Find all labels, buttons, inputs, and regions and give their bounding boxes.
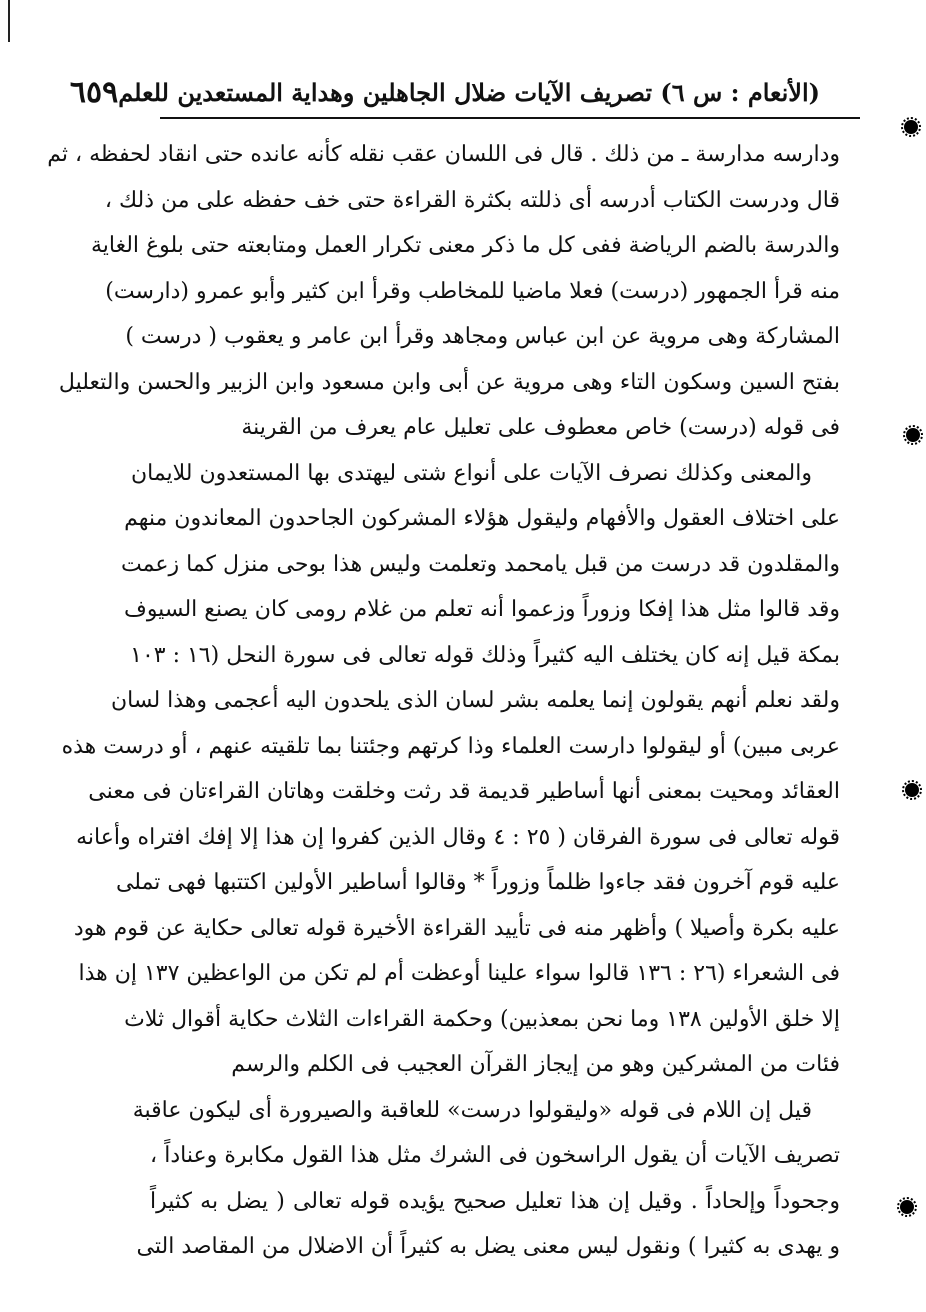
header-title: (الأنعام : س ٦) تصريف الآيات ضلال الجاهلين وهداية المستعدين للعلم bbox=[118, 77, 820, 107]
text-line: ودارسه مدارسة ـ من ذلك . قال فى اللسان عقب نقله كأنه عانده حتى انقاد لحفظه ، ثم bbox=[47, 142, 840, 167]
text-line: فى قوله (درست) خاص معطوف على تعليل عام يعرف من القرينة bbox=[241, 415, 840, 440]
text-line: عليه قوم آخرون فقد جاءوا ظلماً وزوراً * وقالوا أساطير الأولين اكتتبها فهى تملى bbox=[115, 870, 840, 895]
text-line: تصريف الآيات أن يقول الراسخون فى الشرك مثل هذا القول مكابرة وعناداً ، bbox=[150, 1143, 840, 1168]
text-line: وجحوداً وإلحاداً . وقيل إن هذا تعليل صحيح يؤيده قوله تعالى ( يضل به كثيراً bbox=[150, 1188, 840, 1214]
text-line: المشاركة وهى مروية عن ابن عباس ومجاهد وقرأ ابن عامر و يعقوب ( درست ) bbox=[125, 324, 840, 349]
text-line: قوله تعالى فى سورة الفرقان ( ٢٥ : ٤ وقال الذين كفروا إن هذا إلا إفك افتراه وأعانه bbox=[76, 824, 840, 850]
text-line: و يهدى به كثيرا ) ونقول ليس معنى يضل به كثيراً أن الاضلال من المقاصد التى bbox=[136, 1234, 840, 1259]
margin-dot-icon bbox=[905, 783, 919, 797]
text-line: فئات من المشركين وهو من إيجاز القرآن العجيب فى الكلم والرسم bbox=[231, 1052, 840, 1077]
running-header bbox=[69, 70, 820, 114]
body-text bbox=[47, 132, 840, 1270]
paragraph-start: والمعنى وكذلك نصرف الآيات على أنواع شتى ليهتدى بها المستعدون للايمان bbox=[130, 460, 812, 486]
text-line: منه قرأ الجمهور (درست) فعلا ماضيا للمخاطب وقرأ ابن كثير وأبو عمرو (دارست) bbox=[105, 278, 840, 304]
text-line: بمكة قيل إنه كان يختلف اليه كثيراً وذلك قوله تعالى فى سورة النحل (١٦ : ١٠٣ bbox=[130, 642, 840, 668]
text-line: إلا خلق الأولين ١٣٨ وما نحن بمعذبين) وحكمة القراءات الثلاث حكاية أقوال ثلاث bbox=[124, 1006, 840, 1032]
margin-dot-icon bbox=[900, 1200, 914, 1214]
text-line: والمقلدون قد درست من قبل يامحمد وتعلمت وليس هذا بوحى منزل كما زعمت bbox=[121, 551, 840, 577]
header-rule bbox=[160, 117, 860, 119]
text-line: والدرسة بالضم الرياضة ففى كل ما ذكر معنى تكرار العمل ومتابعته حتى بلوغ الغاية bbox=[90, 233, 840, 258]
text-line: وقد قالوا مثل هذا إفكا وزوراً وزعموا أنه تعلم من غلام رومى كان يصنع السيوف bbox=[124, 597, 840, 622]
page-edge-mark bbox=[8, 0, 10, 42]
text-line: عربى مبين) أو ليقولوا دارست العلماء وذا كرتهم وجئتنا بما تلقيته عنهم ، أو درست هذه bbox=[61, 733, 840, 759]
text-line: على اختلاف العقول والأفهام وليقول هؤلاء المشركون الجاحدون المعاندون منهم bbox=[124, 506, 840, 531]
margin-dot-icon bbox=[906, 428, 920, 442]
text-line: قال ودرست الكتاب أدرسه أى ذللته بكثرة القراءة حتى خف حفظه على من ذلك ، bbox=[104, 187, 840, 213]
text-line: ولقد نعلم أنهم يقولون إنما يعلمه بشر لسان الذى يلحدون اليه أعجمى وهذا لسان bbox=[110, 688, 840, 713]
page-number: ٦٥٩ bbox=[69, 74, 119, 110]
paragraph-start: قيل إن اللام فى قوله «وليقولوا درست» للعاقبة والصيرورة أى ليكون عاقبة bbox=[132, 1097, 812, 1123]
text-line: بفتح السين وسكون التاء وهى مروية عن أبى وابن مسعود وابن الزبير والحسن والتعليل bbox=[58, 369, 840, 395]
margin-dot-icon bbox=[904, 120, 918, 134]
text-line: العقائد ومحيت بمعنى أنها أساطير قديمة قد رثت وخلقت وهاتان القراءتان فى معنى bbox=[88, 779, 840, 804]
text-line: عليه بكرة وأصيلا ) وأظهر منه فى تأييد القراءة الأخيرة قوله تعالى حكاية عن قوم هود bbox=[73, 915, 840, 941]
text-line: فى الشعراء (٢٦ : ١٣٦ قالوا سواء علينا أوعظت أم لم تكن من الواعظين ١٣٧ إن هذا bbox=[78, 961, 840, 986]
